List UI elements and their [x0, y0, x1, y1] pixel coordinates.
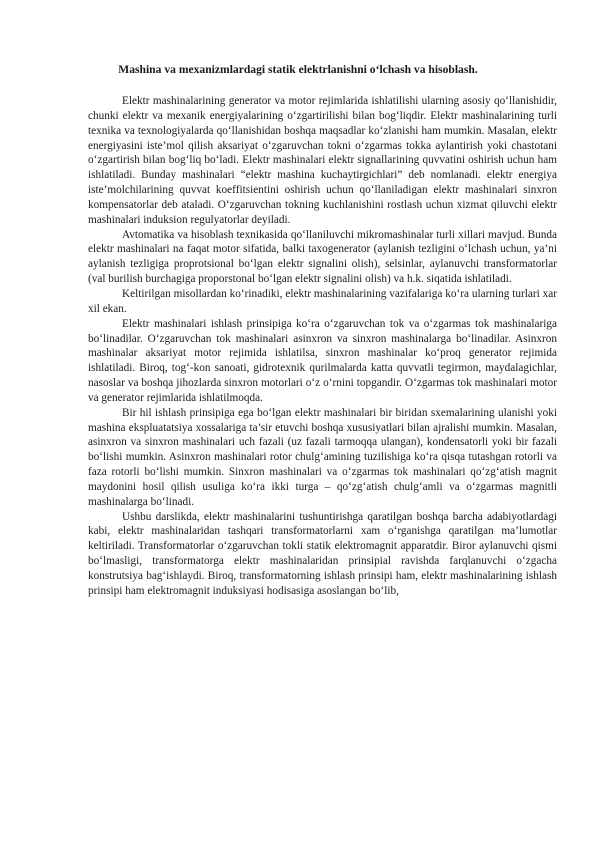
document-body [88, 94, 557, 599]
paragraph-machine-types-summary: Keltirilgan misollardan ko‘rinadiki, elektr mashinalarining vazifalariga ko‘ra ularning turlari xar xil ekan. [88, 287, 557, 315]
document-title: Mashina va mexanizmlardagi statik elektrlanishni o‘lchash va hisoblash. [118, 63, 478, 76]
paragraph-electric-machine-uses: Elektr mashinalarining generator va motor rejimlarida ishlatilishi ularning asosiy qo‘llanishidir, chunki elektr va mexanik energiyalarining o‘zgartirilishi bilan bog‘liqdir. Elektr mashinalarining turli texnika va texnologiyalarda qo‘llanishidan boshqa maqsadlar ko‘zlanishi ham mumkin. Masalan, elektr energiyasini iste’mol qilish aksariyat o‘zgaruvchan tokni o‘zgarmas tokka aylantirish yoki chastotani o‘zgartirish bilan bog‘liq bo‘ladi. Elektr mashinalari elektr signallarining quvvatini oshirish uchun ham ishlatiladi. Bunday mashinalari “elektr mashina kuchaytirgichlari” deb nomlanadi. elektr energiya iste’molchilarining quvvat koeffitsientini oshirish uchun qo‘llaniladigan elektr mashinalari sinxron kompensatorlar deb ataladi. O‘zgaruvchan tokning kuchlanishini rostlash uchun xizmat qiluvchi elektr mashinalari induksion regulyatorlar deyiladi. [88, 95, 557, 226]
paragraph-transformers: Ushbu darslikda, elektr mashinalarini tushuntirishga qaratilgan boshqa barcha adabiyotlardagi kabi, elektr mashinalaridan tashqari transformatorlarni xam o‘rganishga qaratilgan ma’lumotlar keltiriladi. Transformatorlar o‘zgaruvchan tokli statik elektromagnit apparatdir. Biror aylanuvchi qismi bo‘lmasligi, transformatorga elektr mashinalaridan prinsipial ravishda farqlanuvchi o‘zgacha konstrutsiya bag‘ishlaydi. Biroq, transformatorning ishlash prinsipi ham, elektr mashinalarining ishlash prinsipi ham elektromagnit induksiyasi hodisasiga asoslangan bo‘lib, [88, 510, 557, 597]
paragraph-ac-dc-classification: Elektr mashinalari ishlash prinsipiga ko‘ra o‘zgaruvchan tok va o‘zgarmas tok mashinalariga bo‘linadilar. O‘zgaruvchan tok mashinalari asinxron va sinxron mashinalarga bo‘linadilar. Asinxron mashinalar aksariyat motor rejimida ishlatilsa, sinxron mashinalar ko‘proq generator rejimida ishlatiladi. Biroq, tog‘-kon sanoati, gidrotexnik qurilmalarda katta quvvatli tegirmon, maydalagichlar, nasoslar va boshqa jihozlarda sinxron motorlari o‘z o‘rnini topgandir. O‘zgarmas tok mashinalari motor va generator rejimlarida ishlatilmoqda. [88, 317, 557, 404]
paragraph-circuit-differences: Bir hil ishlash prinsipiga ega bo‘lgan elektr mashinalari bir biridan sxemalarining ulanishi yoki mashina ekspluatatsiya xossalariga ta’sir etuvchi boshqa xususiyatlari bilan ajralishi mumkin. Masalan, asinxron va sinxron mashinalari uch fazali (uz fazali tarmoqqa ulangan), kondensatorli yoki bir fazali bo‘lishi mumkin. Asinxron mashinalari rotor chulg‘amining tuzilishiga ko‘ra qisqa tutashgan rotorli va faza rotorli bo‘lishi mumkin. Sinxron mashinalari va o‘zgarmas tok mashinalari qo‘zg‘atish magnit maydonini hosil qilish usuliga ko‘ra ikki turga – qo‘zg‘atish chulg‘amli va o‘zgarmas magnitli mashinalarga bo‘linadi. [88, 406, 557, 508]
paragraph-automation-micromachines: Avtomatika va hisoblash texnikasida qo‘llaniluvchi mikromashinalar turli xillari mavjud. Bunda elektr mashinalari na faqat motor sifatida, balki taxogenerator (aylanish tezligini o‘lchash uchun, ya’ni aylanish tezligiga proprotsional bo‘lgan elektr signalini olish), selsinlar, aylanuvchi transformatorlar (val burilish burchagiga proporstonal bo‘lgan elektr signalini olish) va h.k. siqatida ishlatiladi. [88, 228, 557, 286]
